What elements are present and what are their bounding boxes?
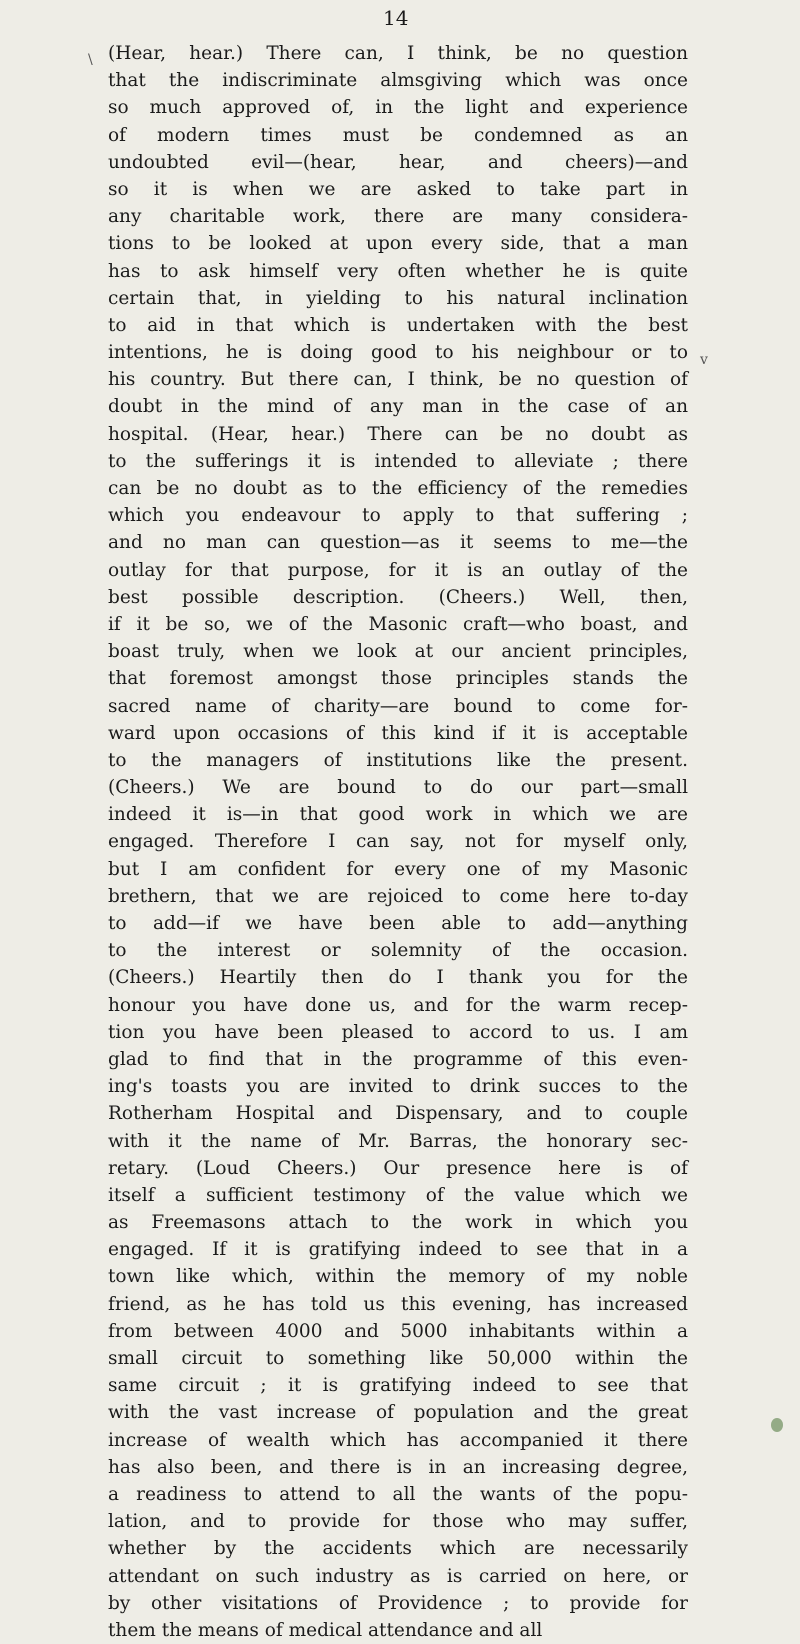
page-number: 14 [383, 6, 409, 30]
text-line: town like which, within the memory of my noble [108, 1266, 688, 1288]
ink-blot [771, 1418, 783, 1432]
text-line: itself a sufficient testimony of the value which we [108, 1184, 688, 1206]
text-line: (Cheers.) Heartily then do I thank you for the [108, 967, 688, 989]
text-line: friend, as he has told us this evening, has increased [108, 1293, 688, 1315]
text-line: small circuit to something like 50,000 within the [108, 1348, 688, 1369]
text-line: to add—if we have been able to add—anything [108, 913, 688, 934]
text-line: any charitable work, there are many considera- [108, 206, 688, 228]
text-line: engaged. Therefore I can say, not for myself only, [108, 831, 688, 853]
body-text [108, 40, 688, 1644]
text-line: to the interest or solemnity of the occasion. [108, 940, 688, 962]
text-line: sacred name of charity—are bound to come for- [108, 695, 688, 717]
text-line: with the vast increase of population and the great [108, 1402, 688, 1424]
text-line: boast truly, when we look at our ancient principles, [108, 641, 688, 663]
text-line: of modern times must be condemned as an [108, 124, 688, 146]
text-line: (Cheers.) We are bound to do our part—small [108, 777, 688, 799]
text-line: certain that, in yielding to his natural inclination [108, 287, 688, 309]
text-line: Rotherham Hospital and Dispensary, and to couple [108, 1103, 688, 1125]
text-line: and no man can question—as it seems to me—the [108, 532, 688, 554]
text-line: doubt in the mind of any man in the case of an [108, 396, 688, 418]
text-line: best possible description. (Cheers.) Well, then, [108, 586, 688, 608]
text-line: engaged. If it is gratifying indeed to see that in a [108, 1239, 688, 1261]
text-line: tion you have been pleased to accord to us. I am [108, 1021, 688, 1043]
text-line: whether by the accidents which are necessarily [108, 1538, 688, 1560]
text-line: with it the name of Mr. Barras, the honorary sec- [108, 1130, 688, 1152]
text-line: but I am confident for every one of my Masonic [108, 858, 688, 880]
text-line: brethern, that we are rejoiced to come here to-day [108, 885, 688, 907]
text-line: that the indiscriminate almsgiving which was once [108, 70, 688, 92]
text-line: a readiness to attend to all the wants of the popu- [108, 1483, 688, 1505]
text-line: (Hear, hear.) There can, I think, be no question [108, 43, 688, 64]
text-line: increase of wealth which has accompanied it there [108, 1429, 688, 1451]
text-line: so much approved of, in the light and experience [108, 97, 688, 119]
text-line: to the sufferings it is intended to alleviate ; there [108, 450, 688, 472]
text-line: has also been, and there is in an increasing degree, [108, 1456, 688, 1478]
text-line: can be no doubt as to the efficiency of the remedies [108, 478, 688, 499]
text-line: if it be so, we of the Masonic craft—who boast, and [108, 613, 688, 635]
text-line: undoubted evil—(hear, hear, and cheers)—and [108, 151, 688, 173]
text-line: tions to be looked at upon every side, that a man [108, 233, 688, 255]
text-line: them the means of medical attendance and all [108, 1619, 543, 1641]
text-line: same circuit ; it is gratifying indeed to see that [108, 1375, 688, 1397]
text-line: indeed it is—in that good work in which we are [108, 804, 688, 826]
text-line: outlay for that purpose, for it is an outlay of the [108, 559, 688, 581]
text-line: by other visitations of Providence ; to provide for [108, 1592, 688, 1614]
text-line: to aid in that which is undertaken with the best [108, 314, 688, 336]
text-line: honour you have done us, and for the warm recep- [108, 994, 688, 1016]
text-line: his country. But there can, I think, be no question of [108, 369, 688, 391]
margin-mark: \ [88, 52, 93, 68]
text-line: as Freemasons attach to the work in which you [108, 1212, 688, 1234]
text-line: ing's toasts you are invited to drink succes to the [108, 1076, 688, 1098]
text-line: glad to find that in the programme of this even- [108, 1048, 688, 1070]
text-line: ward upon occasions of this kind if it is acceptable [108, 722, 688, 744]
text-line: retary. (Loud Cheers.) Our presence here is of [108, 1157, 688, 1179]
text-line: lation, and to provide for those who may suffer, [108, 1511, 688, 1533]
text-line: from between 4000 and 5000 inhabitants within a [108, 1320, 688, 1342]
text-line: so it is when we are asked to take part in [108, 178, 688, 200]
text-line: hospital. (Hear, hear.) There can be no doubt as [108, 423, 688, 445]
margin-mark: v [700, 352, 708, 368]
text-line: that foremost amongst those principles stands the [108, 668, 688, 690]
text-line: intentions, he is doing good to his neighbour or to [108, 342, 688, 364]
text-line: has to ask himself very often whether he is quite [108, 260, 688, 282]
text-line: which you endeavour to apply to that suffering ; [108, 505, 688, 527]
text-line: to the managers of institutions like the present. [108, 749, 688, 771]
text-line: attendant on such industry as is carried on here, or [108, 1565, 688, 1587]
